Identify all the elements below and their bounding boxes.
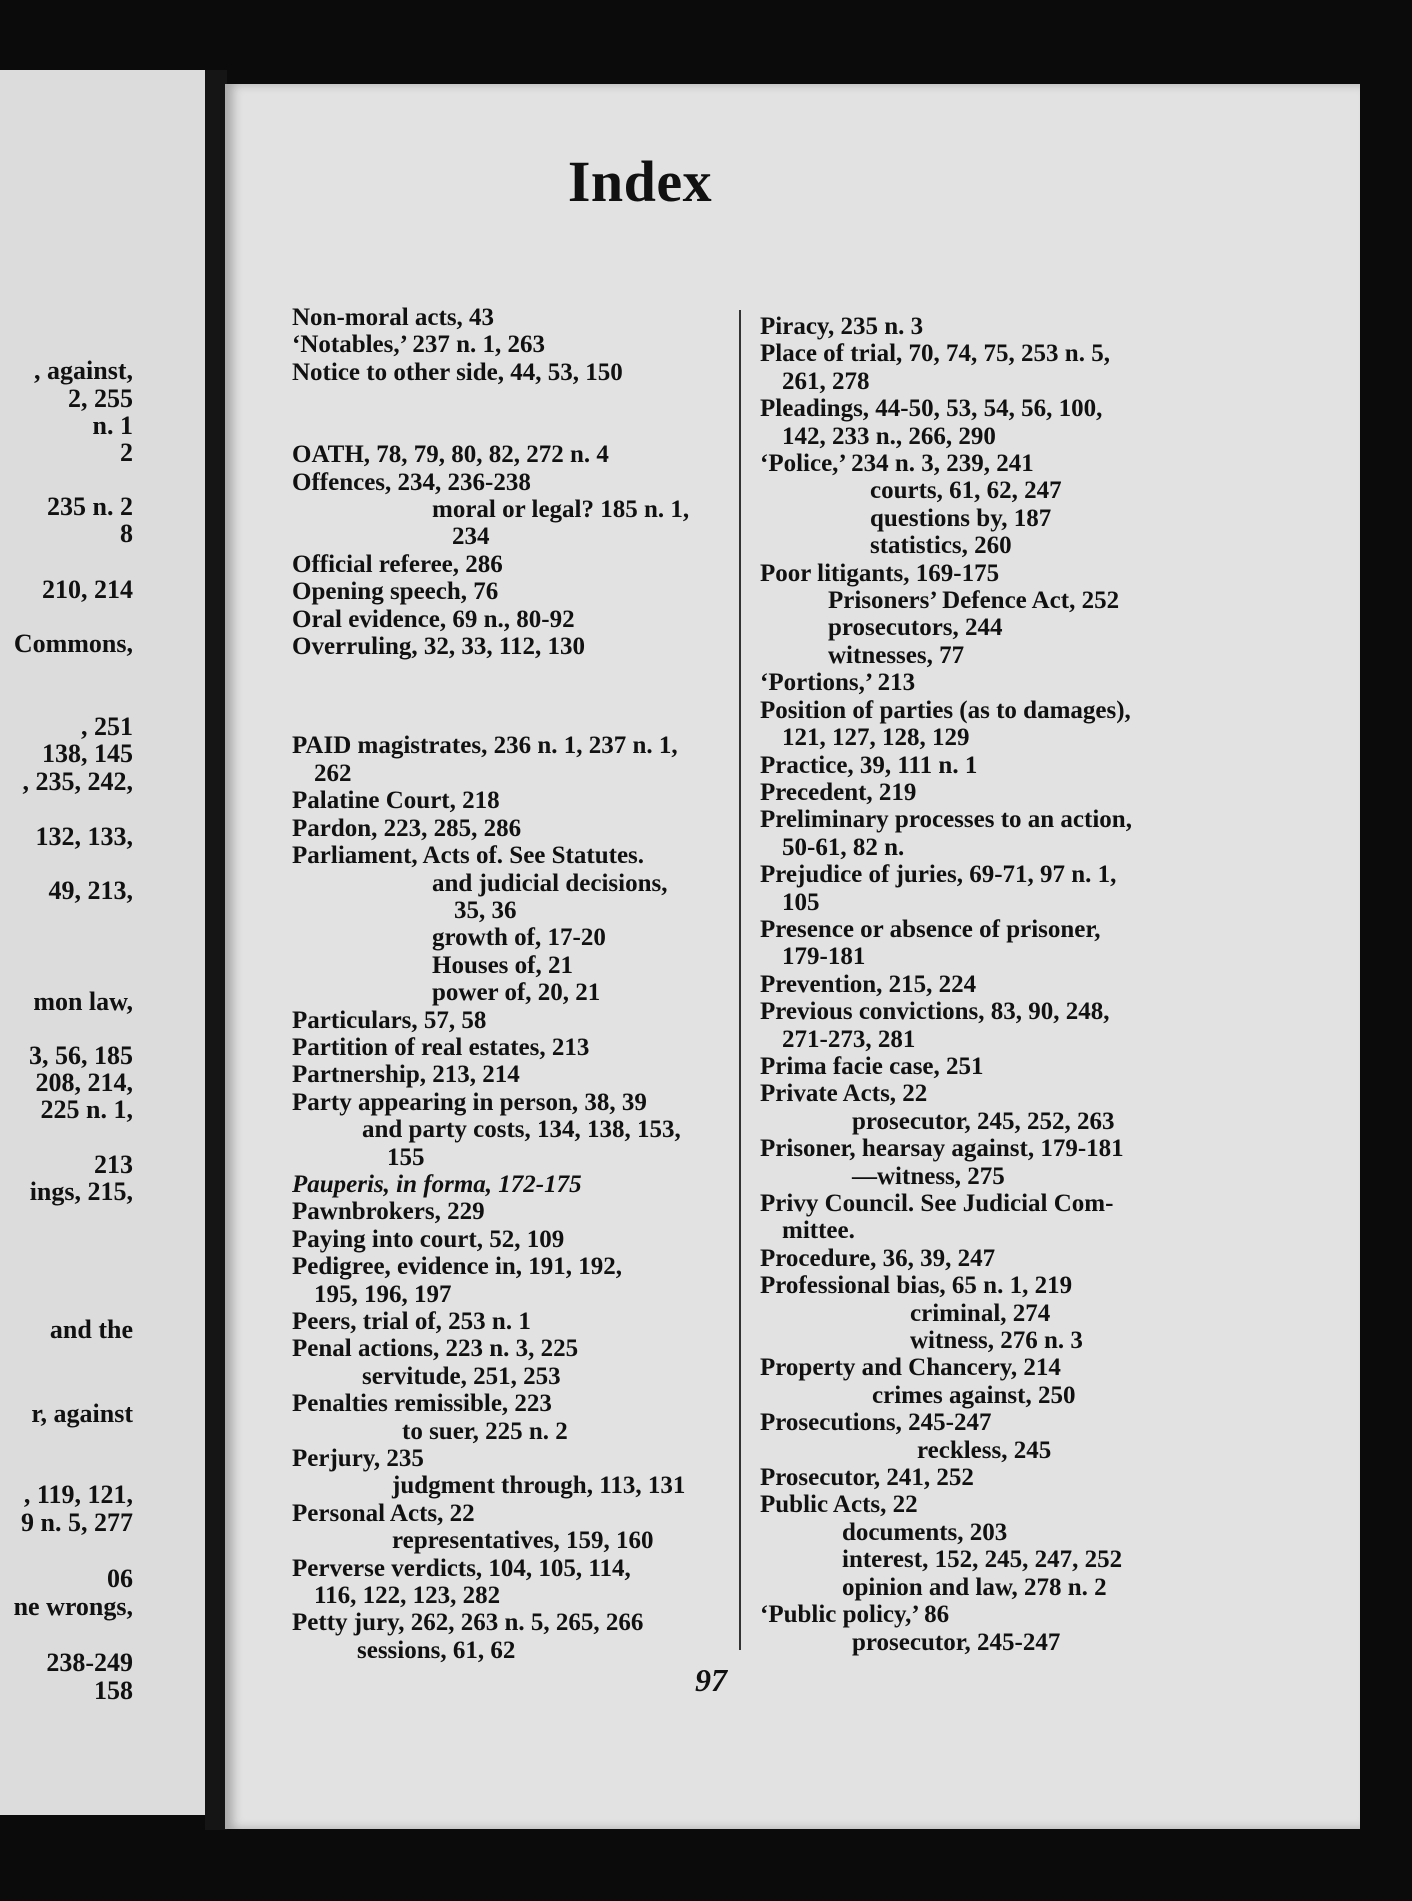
- index-entry: Official referee, 286: [292, 550, 503, 578]
- left-fragment: ings, 215,: [29, 1177, 133, 1206]
- index-entry: Prisoners’ Defence Act, 252: [828, 587, 1120, 615]
- index-entry: prosecutors, 244: [828, 614, 1003, 642]
- index-entry: Prosecutor, 241, 252: [760, 1464, 974, 1492]
- index-entry: growth of, 17-20: [432, 924, 606, 952]
- index-entry: Precedent, 219: [760, 778, 917, 806]
- index-entry: 179-181: [782, 943, 866, 971]
- index-entry: crimes against, 250: [872, 1381, 1076, 1409]
- index-entry: Personal Acts, 22: [292, 1499, 475, 1527]
- index-entry: ‘Public policy,’ 86: [760, 1601, 950, 1629]
- left-fragment: 210, 214: [42, 575, 133, 604]
- index-entry: interest, 152, 245, 247, 252: [842, 1546, 1123, 1574]
- left-fragment: 8: [120, 519, 133, 548]
- page-title: Index: [567, 149, 713, 214]
- index-entry: ‘Police,’ 234 n. 3, 239, 241: [760, 450, 1034, 478]
- index-entry: sessions, 61, 62: [357, 1636, 516, 1664]
- index-entry: Partnership, 213, 214: [292, 1061, 520, 1089]
- index-entry: Petty jury, 262, 263 n. 5, 265, 266: [292, 1609, 644, 1637]
- index-entry: mittee.: [782, 1217, 855, 1245]
- index-entry: representatives, 159, 160: [392, 1527, 654, 1555]
- left-fragment: 213: [94, 1150, 133, 1179]
- index-entry: Property and Chancery, 214: [760, 1354, 1061, 1382]
- index-entry: 50-61, 82 n.: [782, 833, 905, 861]
- left-fragment: 225 n. 1,: [40, 1095, 133, 1124]
- index-entry: OATH, 78, 79, 80, 82, 272 n. 4: [292, 441, 609, 469]
- left-fragment: , 251: [81, 712, 133, 741]
- index-entry: Party appearing in person, 38, 39: [292, 1088, 647, 1116]
- index-entry: Particulars, 57, 58: [292, 1006, 487, 1034]
- index-entry: Pedigree, evidence in, 191, 192,: [292, 1253, 623, 1281]
- index-entry: Professional bias, 65 n. 1, 219: [760, 1272, 1073, 1300]
- index-entry: 105: [782, 888, 820, 916]
- index-right-column: [760, 313, 1200, 1656]
- index-entry: 116, 122, 123, 282: [314, 1582, 501, 1610]
- index-entry: Practice, 39, 111 n. 1: [760, 751, 978, 779]
- index-entry: prosecutor, 245, 252, 263: [852, 1107, 1115, 1135]
- index-entry: and party costs, 134, 138, 153,: [362, 1116, 681, 1144]
- index-entry: Private Acts, 22: [760, 1080, 928, 1108]
- index-entry: judgment through, 113, 131: [392, 1472, 686, 1500]
- index-entry: documents, 203: [842, 1518, 1008, 1546]
- index-entry: Position of parties (as to damages),: [760, 696, 1131, 724]
- index-entry: Penal actions, 223 n. 3, 225: [292, 1335, 579, 1363]
- left-fragment: 49, 213,: [48, 876, 133, 905]
- index-entry: Perverse verdicts, 104, 105, 114,: [292, 1554, 631, 1582]
- left-fragment: 138, 145: [42, 739, 133, 768]
- index-entry: Previous convictions, 83, 90, 248,: [760, 998, 1110, 1026]
- index-entry: Peers, trial of, 253 n. 1: [292, 1308, 531, 1335]
- left-fragment: 208, 214,: [35, 1068, 133, 1097]
- index-entry: 271-273, 281: [782, 1025, 916, 1053]
- left-fragment: 235 n. 2: [47, 492, 133, 521]
- index-entry: Palatine Court, 218: [292, 787, 500, 815]
- index-entry: reckless, 245: [917, 1436, 1052, 1464]
- index-entry: Procedure, 36, 39, 247: [760, 1244, 996, 1272]
- index-entry: 234: [452, 523, 490, 551]
- left-fragment: 9 n. 5, 277: [21, 1508, 133, 1537]
- index-entry: witnesses, 77: [828, 641, 965, 669]
- left-page: [0, 70, 205, 1815]
- index-entry: Public Acts, 22: [760, 1491, 918, 1519]
- index-entry: questions by, 187: [870, 504, 1052, 532]
- index-entry: Perjury, 235: [292, 1445, 424, 1473]
- left-fragment: , against,: [34, 356, 133, 385]
- left-fragment: ne wrongs,: [13, 1592, 133, 1621]
- index-entry: Houses of, 21: [432, 951, 573, 979]
- index-entry: PAID magistrates, 236 n. 1, 237 n. 1,: [292, 732, 678, 760]
- index-entry: statistics, 260: [870, 532, 1012, 560]
- index-entry: opinion and law, 278 n. 2: [842, 1573, 1107, 1601]
- index-entry: Overruling, 32, 33, 112, 130: [292, 633, 586, 661]
- index-entry: 142, 233 n., 266, 290: [782, 422, 996, 450]
- index-entry: 121, 127, 128, 129: [782, 724, 970, 752]
- index-entry: Opening speech, 76: [292, 578, 499, 606]
- index-left-column: [292, 304, 722, 1664]
- index-entry: prosecutor, 245-247: [852, 1628, 1061, 1656]
- index-entry: Preliminary processes to an action,: [760, 806, 1132, 834]
- index-entry: Prevention, 215, 224: [760, 970, 977, 998]
- left-fragment: 2: [120, 438, 133, 467]
- index-entry: Place of trial, 70, 74, 75, 253 n. 5,: [760, 340, 1110, 368]
- left-fragment: Commons,: [13, 629, 133, 658]
- index-entry: Pardon, 223, 285, 286: [292, 814, 522, 842]
- left-fragment: , 235, 242,: [22, 767, 133, 796]
- index-entry: and judicial decisions,: [432, 869, 668, 897]
- index-entry: 35, 36: [454, 896, 517, 924]
- left-fragment: 132, 133,: [35, 822, 133, 851]
- left-fragment: 2, 255: [68, 384, 133, 413]
- left-fragment: , 119, 121,: [23, 1480, 133, 1509]
- index-entry: Piracy, 235 n. 3: [760, 313, 924, 340]
- index-entry: 262: [314, 759, 352, 787]
- index-entry: moral or legal? 185 n. 1,: [432, 496, 690, 524]
- book-spine: [205, 70, 227, 1830]
- index-entry: to suer, 225 n. 2: [402, 1417, 568, 1445]
- index-entry: Parliament, Acts of. See Statutes.: [292, 842, 645, 870]
- left-fragment: 238-249: [46, 1648, 133, 1677]
- column-divider: [739, 310, 741, 1650]
- index-entry: Penalties remissible, 223: [292, 1390, 552, 1418]
- left-fragment: mon law,: [33, 987, 133, 1016]
- index-entry: courts, 61, 62, 247: [870, 477, 1062, 505]
- index-entry: Prosecutions, 245-247: [760, 1409, 992, 1437]
- index-entry: 261, 278: [782, 367, 870, 395]
- left-fragment: n. 1: [92, 411, 133, 440]
- index-entry: Prima facie case, 251: [760, 1052, 984, 1080]
- page-number: 97: [695, 1662, 727, 1698]
- index-entry: ‘Portions,’ 213: [760, 669, 916, 697]
- index-entry: Prejudice of juries, 69-71, 97 n. 1,: [760, 861, 1117, 889]
- index-entry: Pauperis, in forma, 172-175: [292, 1170, 582, 1198]
- index-entry: Partition of real estates, 213: [292, 1033, 590, 1061]
- index-entry: 155: [387, 1143, 425, 1171]
- index-entry: Notice to other side, 44, 53, 150: [292, 358, 623, 386]
- left-fragment: 06: [107, 1564, 133, 1593]
- left-fragment: 3, 56, 185: [29, 1041, 133, 1070]
- index-entry: Paying into court, 52, 109: [292, 1225, 565, 1253]
- index-entry: Oral evidence, 69 n., 80-92: [292, 605, 575, 633]
- index-entry: servitude, 251, 253: [362, 1362, 561, 1390]
- index-entry: —witness, 275: [852, 1162, 1005, 1190]
- index-entry: witness, 276 n. 3: [910, 1327, 1083, 1355]
- index-entry: Privy Council. See Judicial Com-: [760, 1190, 1114, 1217]
- index-entry: 195, 196, 197: [314, 1280, 452, 1308]
- index-entry: ‘Notables,’ 237 n. 1, 263: [292, 331, 546, 359]
- index-entry: Presence or absence of prisoner,: [760, 915, 1101, 943]
- index-entry: Prisoner, hearsay against, 179-181: [760, 1135, 1124, 1163]
- index-entry: Offences, 234, 236-238: [292, 468, 531, 496]
- index-entry: Pleadings, 44-50, 53, 54, 56, 100,: [760, 395, 1103, 423]
- left-fragment: r, against: [31, 1399, 133, 1428]
- index-entry: power of, 20, 21: [432, 979, 601, 1007]
- left-fragment: 158: [94, 1676, 133, 1705]
- index-entry: Poor litigants, 169-175: [760, 559, 1000, 587]
- index-entry: Pawnbrokers, 229: [292, 1198, 485, 1226]
- index-entry: Non-moral acts, 43: [292, 304, 495, 331]
- left-fragment: and the: [49, 1315, 133, 1344]
- index-entry: criminal, 274: [910, 1299, 1051, 1327]
